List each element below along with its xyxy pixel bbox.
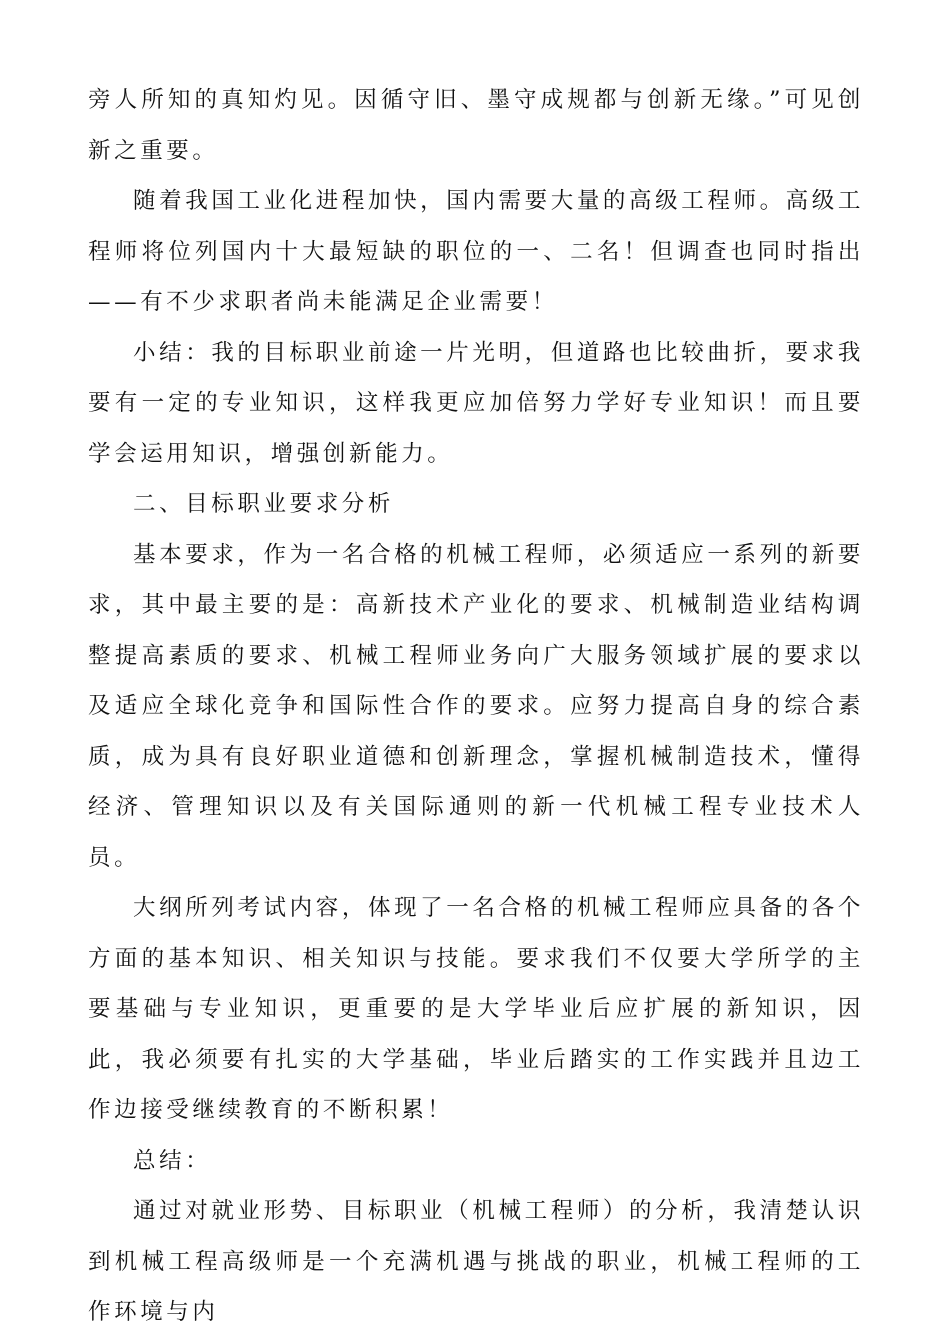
- paragraph-exam-outline: 大纲所列考试内容，体现了一名合格的机械工程师应具备的各个方面的基本知识、相关知识与技能。要求我们不仅要大学所学的主要基础与专业知识，更重要的是大学毕业后应扩展的新知识，因此，我必须要有扎实的大学基础，毕业后踏实的工作实践并且边工作边接受继续教育的不断积累！: [88, 895, 864, 1123]
- paragraph-summary-small: 小结：我的目标职业前途一片光明，但道路也比较曲折，要求我要有一定的专业知识，这样我更应加倍努力学好专业知识！而且要学会运用知识，增强创新能力。: [88, 339, 864, 467]
- paragraph-basic-requirements: 基本要求，作为一名合格的机械工程师，必须适应一系列的新要求，其中最主要的是：高新技术产业化的要求、机械制造业结构调整提高素质的要求、机械工程师业务向广大服务领域扩展的要求以及适应全球化竞争和国际性合作的要求。应努力提高自身的综合素质，成为具有良好职业道德和创新理念，掌握机械制造技术，懂得经济、管理知识以及有关国际通则的新一代机械工程专业技术人员。: [88, 541, 864, 871]
- document-body: [88, 75, 864, 1338]
- section-heading-requirements: 二、目标职业要求分析: [133, 491, 395, 517]
- paragraph-conclusion: 通过对就业形势、目标职业（机械工程师）的分析，我清楚认识到机械工程高级师是一个充满机遇与挑战的职业，机械工程师的工作环境与内: [88, 1198, 864, 1325]
- section-heading-conclusion: 总结：: [133, 1147, 212, 1174]
- paragraph-industrialization: 随着我国工业化进程加快，国内需要大量的高级工程师。高级工程师将位列国内十大最短缺的职位的一、二名！但调查也同时指出——有不少求职者尚未能满足企业需要！: [88, 188, 864, 315]
- paragraph-continuation: 旁人所知的真知灼见。因循守旧、墨守成规都与创新无缘。”可见创新之重要。: [88, 87, 864, 164]
